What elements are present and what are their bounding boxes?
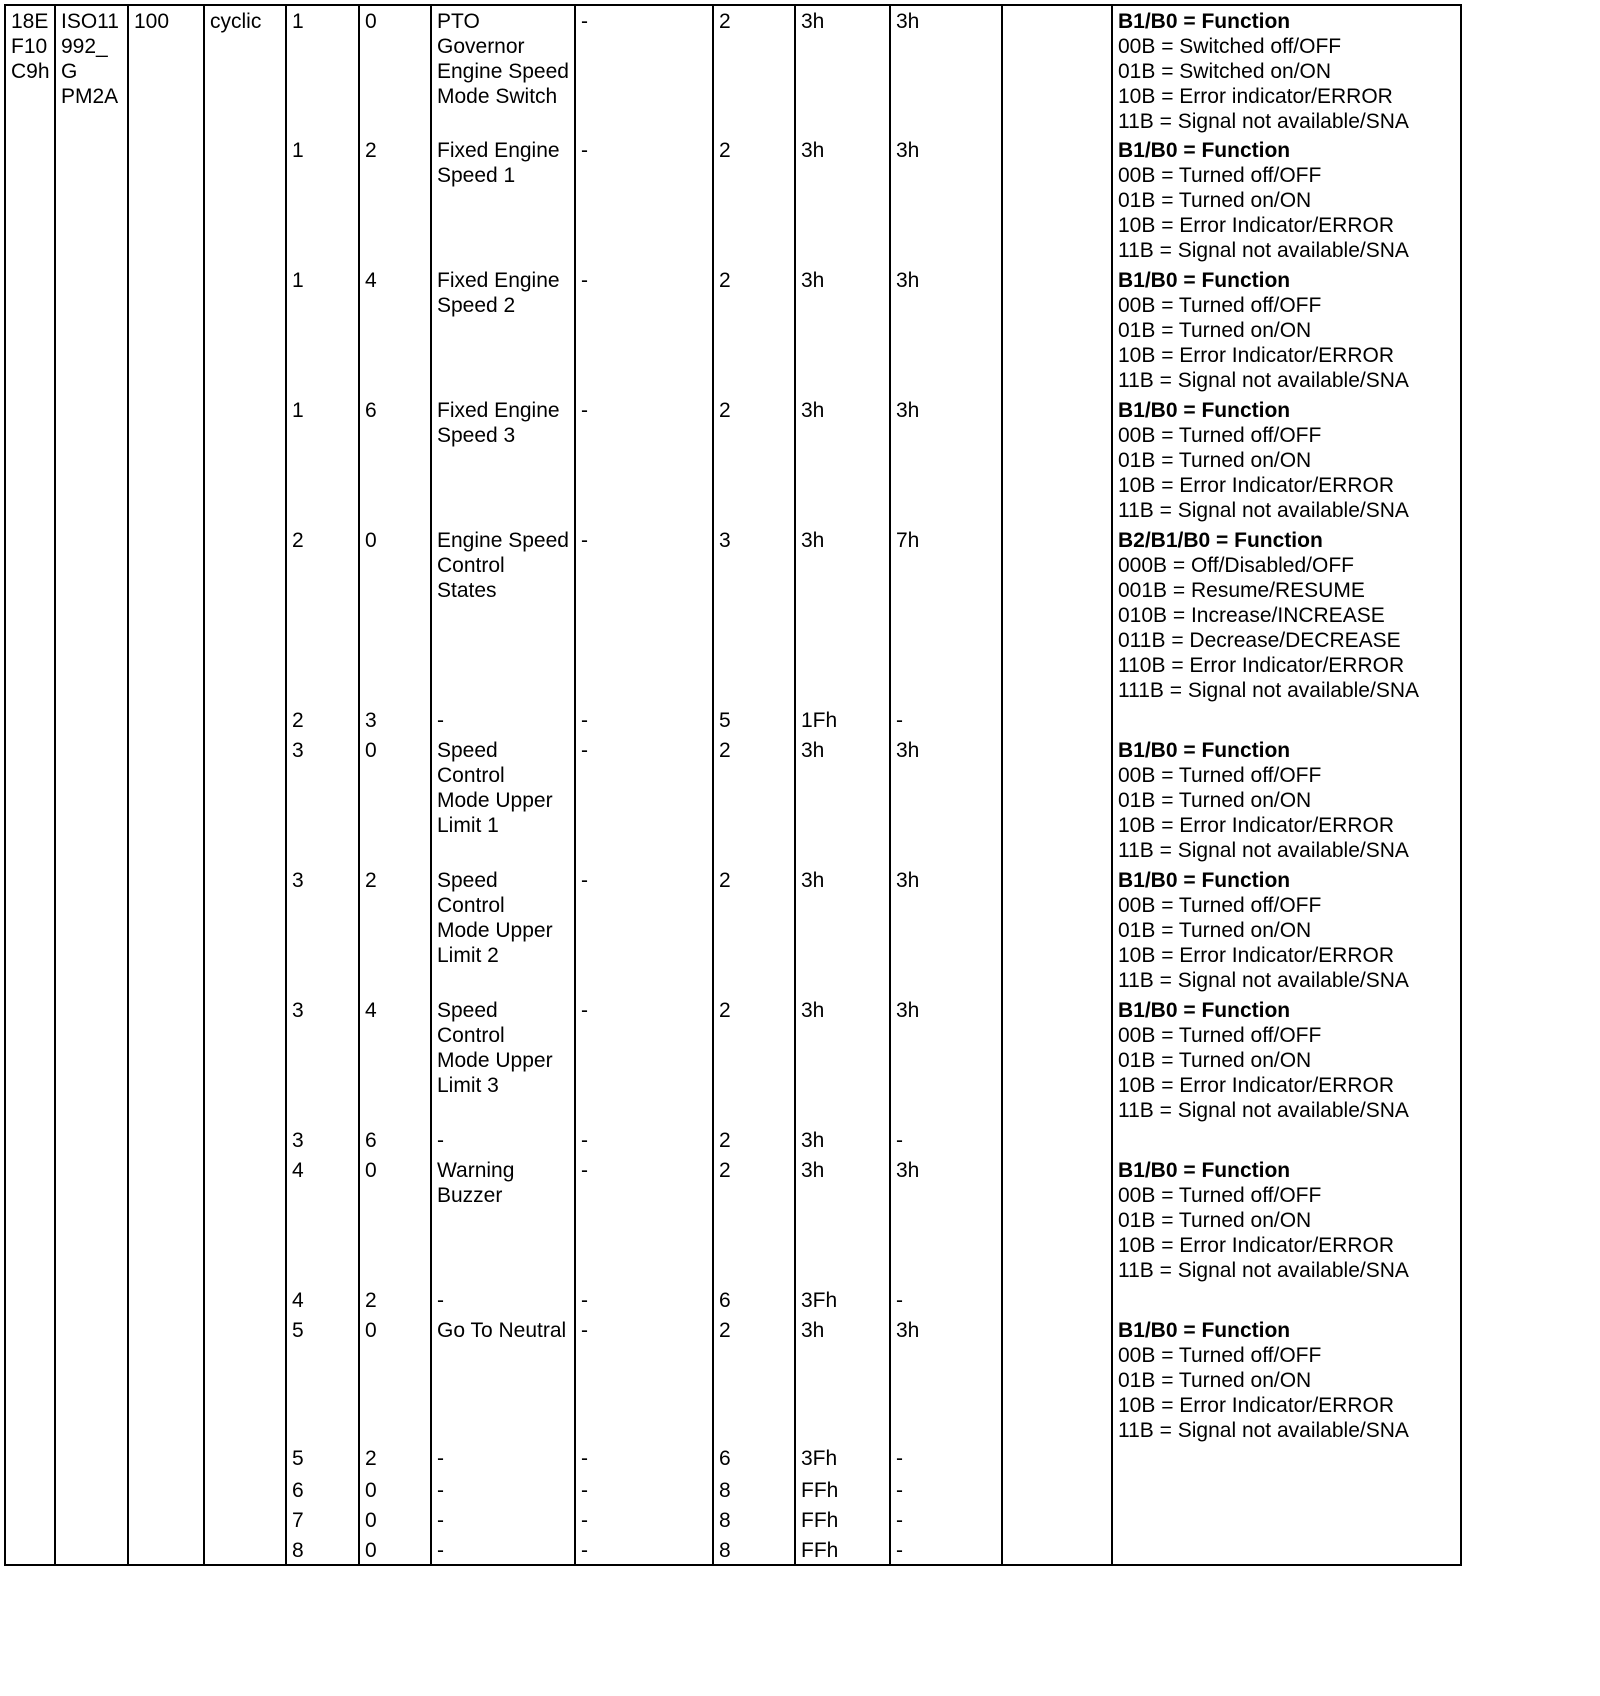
mask-cell: FFh — [795, 1475, 890, 1505]
empty-cell — [1002, 1505, 1112, 1535]
signal-name-cell-line: - — [437, 709, 444, 732]
bit-cell: 6 — [359, 395, 431, 525]
empty-cell — [1002, 865, 1112, 995]
signal-name-cell-line: Governor — [437, 35, 525, 58]
signal-name-cell — [431, 1475, 575, 1505]
signal-name-cell-line: Limit 2 — [437, 944, 499, 967]
bit-cell: 2 — [359, 1285, 431, 1315]
description-cell-line: B1/B0 = Function — [1118, 869, 1291, 892]
initial-value-cell: - — [890, 1535, 1002, 1565]
signal-table-body — [5, 5, 1461, 1565]
description-cell-line: 10B = Error Indicator/ERROR — [1118, 1074, 1395, 1097]
empty-cell — [1002, 735, 1112, 865]
signal-name-cell-line: Speed 1 — [437, 164, 516, 187]
bit-cell: 0 — [359, 1155, 431, 1285]
signal-name-cell — [431, 395, 575, 525]
description-cell-line: 01B = Turned on/ON — [1118, 319, 1312, 342]
signal-name-cell — [431, 1125, 575, 1155]
description-cell — [1112, 135, 1461, 265]
signal-name-cell-line: - — [437, 1129, 444, 1152]
mask-cell: 3h — [795, 865, 890, 995]
description-cell-line: 10B = Error Indicator/ERROR — [1118, 1234, 1395, 1257]
byte-cell: 1 — [286, 265, 359, 395]
signal-name-cell — [431, 995, 575, 1125]
mask-cell: 3h — [795, 395, 890, 525]
description-cell-line: 11B = Signal not available/SNA — [1118, 1419, 1409, 1442]
signal-name-cell-line: Engine Speed — [437, 60, 569, 83]
empty-cell — [1002, 1315, 1112, 1443]
description-cell-line: B1/B0 = Function — [1118, 739, 1291, 762]
description-cell-line: 11B = Signal not available/SNA — [1118, 1099, 1409, 1122]
mask-cell: 3h — [795, 1315, 890, 1443]
unit-cell: - — [575, 525, 713, 705]
description-cell-line: 11B = Signal not available/SNA — [1118, 110, 1409, 133]
description-cell-line: 00B = Turned off/OFF — [1118, 1344, 1322, 1367]
signal-name-cell-line: Speed Control — [437, 739, 505, 787]
empty-cell — [1002, 265, 1112, 395]
signal-name-cell — [431, 1285, 575, 1315]
description-cell-line: B1/B0 = Function — [1118, 10, 1291, 33]
unit-cell: - — [575, 995, 713, 1125]
table-row — [5, 5, 1461, 135]
bit-cell: 3 — [359, 705, 431, 735]
description-cell-line: 111B = Signal not available/SNA — [1118, 679, 1420, 702]
signal-name-cell — [431, 865, 575, 995]
mask-cell: 3Fh — [795, 1285, 890, 1315]
byte-cell: 3 — [286, 1125, 359, 1155]
signal-name-cell-line: Fixed Engine — [437, 139, 560, 162]
description-cell-line: 001B = Resume/RESUME — [1118, 579, 1365, 602]
signal-name-cell — [431, 735, 575, 865]
byte-cell: 7 — [286, 1505, 359, 1535]
initial-value-cell: 3h — [890, 1155, 1002, 1285]
description-cell — [1112, 1443, 1461, 1475]
description-cell-line: 10B = Error Indicator/ERROR — [1118, 214, 1395, 237]
description-cell-line: 00B = Turned off/OFF — [1118, 1024, 1322, 1047]
signal-name-cell — [431, 1155, 575, 1285]
initial-value-cell: 3h — [890, 995, 1002, 1125]
byte-cell: 8 — [286, 1535, 359, 1565]
length-cell: 3 — [713, 525, 795, 705]
length-cell: 2 — [713, 865, 795, 995]
signal-name-cell-line: Limit 1 — [437, 814, 499, 837]
description-cell — [1112, 1535, 1461, 1565]
description-cell-line: 00B = Turned off/OFF — [1118, 1184, 1322, 1207]
description-cell — [1112, 1285, 1461, 1315]
description-cell-line: 11B = Signal not available/SNA — [1118, 369, 1409, 392]
mask-cell: 1Fh — [795, 705, 890, 735]
signal-name-cell — [431, 1315, 575, 1443]
description-cell — [1112, 735, 1461, 865]
length-cell: 2 — [713, 995, 795, 1125]
signal-name-cell-line: Warning — [437, 1159, 515, 1182]
empty-cell — [1002, 1475, 1112, 1505]
bit-cell: 0 — [359, 5, 431, 135]
initial-value-cell: 3h — [890, 735, 1002, 865]
description-cell-line: 010B = Increase/INCREASE — [1118, 604, 1385, 627]
description-cell-line: 00B = Turned off/OFF — [1118, 764, 1322, 787]
byte-cell: 1 — [286, 395, 359, 525]
initial-value-cell: 3h — [890, 865, 1002, 995]
unit-cell: - — [575, 1125, 713, 1155]
mask-cell: 3h — [795, 135, 890, 265]
signal-name-cell — [431, 265, 575, 395]
length-cell: 5 — [713, 705, 795, 735]
unit-cell: - — [575, 705, 713, 735]
unit-cell: - — [575, 865, 713, 995]
description-cell-line: 00B = Turned off/OFF — [1118, 894, 1322, 917]
description-cell — [1112, 1475, 1461, 1505]
bit-cell: 2 — [359, 865, 431, 995]
signal-name-cell-line: Speed Control — [437, 869, 505, 917]
initial-value-cell: 3h — [890, 5, 1002, 135]
mask-cell: 3h — [795, 5, 890, 135]
can-id-cell — [5, 5, 55, 1565]
signal-name-cell — [431, 1535, 575, 1565]
empty-cell — [1002, 1443, 1112, 1475]
initial-value-cell: - — [890, 1505, 1002, 1535]
byte-cell: 1 — [286, 135, 359, 265]
description-cell-line: 000B = Off/Disabled/OFF — [1118, 554, 1354, 577]
length-cell: 2 — [713, 395, 795, 525]
signal-name-cell — [431, 705, 575, 735]
signal-name-cell-line: Mode Switch — [437, 85, 558, 108]
unit-cell: - — [575, 1315, 713, 1443]
signal-name-cell-line: - — [437, 1447, 444, 1470]
unit-cell: - — [575, 1475, 713, 1505]
empty-cell — [1002, 995, 1112, 1125]
description-cell-line: B1/B0 = Function — [1118, 139, 1291, 162]
description-cell-line: 01B = Turned on/ON — [1118, 1209, 1312, 1232]
cycle-time-cell: 100 — [128, 5, 204, 1565]
signal-name-cell-line: Fixed Engine — [437, 269, 560, 292]
bit-cell: 0 — [359, 1315, 431, 1443]
bit-cell: 0 — [359, 1505, 431, 1535]
empty-cell — [1002, 5, 1112, 135]
unit-cell: - — [575, 395, 713, 525]
description-cell-line: 10B = Error Indicator/ERROR — [1118, 344, 1395, 367]
unit-cell: - — [575, 135, 713, 265]
mask-cell: 3h — [795, 1125, 890, 1155]
unit-cell: - — [575, 1535, 713, 1565]
initial-value-cell: - — [890, 1475, 1002, 1505]
can-id-cell-line: F10 — [11, 35, 48, 58]
description-cell-line: 01B = Turned on/ON — [1118, 1369, 1312, 1392]
signal-name-cell-line: Speed 2 — [437, 294, 516, 317]
signal-name-cell-line: Limit 3 — [437, 1074, 499, 1097]
byte-cell: 4 — [286, 1155, 359, 1285]
description-cell — [1112, 525, 1461, 705]
signal-name-cell-line: Buzzer — [437, 1184, 503, 1207]
description-cell-line: 01B = Turned on/ON — [1118, 189, 1312, 212]
byte-cell: 3 — [286, 735, 359, 865]
description-cell-line: 01B = Turned on/ON — [1118, 919, 1312, 942]
length-cell: 2 — [713, 1155, 795, 1285]
signal-name-cell — [431, 525, 575, 705]
unit-cell: - — [575, 735, 713, 865]
signal-name-cell — [431, 1505, 575, 1535]
byte-cell: 5 — [286, 1315, 359, 1443]
can-id-cell-line: 18E — [11, 10, 49, 33]
description-cell-line: 01B = Turned on/ON — [1118, 1049, 1312, 1072]
message-name-cell-line: PM2A — [61, 85, 119, 108]
bit-cell: 0 — [359, 1475, 431, 1505]
description-cell — [1112, 265, 1461, 395]
description-cell-line: 10B = Error indicator/ERROR — [1118, 85, 1393, 108]
description-cell-line: B1/B0 = Function — [1118, 399, 1291, 422]
mask-cell: 3h — [795, 1155, 890, 1285]
description-cell-line: 00B = Switched off/OFF — [1118, 35, 1342, 58]
description-cell-line: 01B = Turned on/ON — [1118, 449, 1312, 472]
signal-name-cell-line: Speed 3 — [437, 424, 516, 447]
unit-cell: - — [575, 5, 713, 135]
mask-cell: 3h — [795, 995, 890, 1125]
empty-cell — [1002, 525, 1112, 705]
description-cell-line: 10B = Error Indicator/ERROR — [1118, 814, 1395, 837]
byte-cell: 5 — [286, 1443, 359, 1475]
bit-cell: 2 — [359, 1443, 431, 1475]
description-cell — [1112, 395, 1461, 525]
initial-value-cell: - — [890, 1125, 1002, 1155]
description-cell-line: 11B = Signal not available/SNA — [1118, 1259, 1409, 1282]
description-cell — [1112, 1155, 1461, 1285]
description-cell-line: 011B = Decrease/DECREASE — [1118, 629, 1401, 652]
description-cell — [1112, 995, 1461, 1125]
can-id-cell-line: C9h — [11, 60, 50, 83]
unit-cell: - — [575, 1505, 713, 1535]
byte-cell: 3 — [286, 995, 359, 1125]
unit-cell: - — [575, 1155, 713, 1285]
signal-name-cell-line: Speed Control — [437, 999, 505, 1047]
empty-cell — [1002, 135, 1112, 265]
length-cell: 2 — [713, 5, 795, 135]
description-cell-line: 10B = Error Indicator/ERROR — [1118, 1394, 1395, 1417]
description-cell-line: B2/B1/B0 = Function — [1118, 529, 1323, 552]
initial-value-cell: 3h — [890, 135, 1002, 265]
description-cell-line: B1/B0 = Function — [1118, 1159, 1291, 1182]
byte-cell: 6 — [286, 1475, 359, 1505]
mask-cell: 3h — [795, 265, 890, 395]
bit-cell: 4 — [359, 265, 431, 395]
description-cell-line: 11B = Signal not available/SNA — [1118, 499, 1409, 522]
description-cell-line: 11B = Signal not available/SNA — [1118, 839, 1409, 862]
initial-value-cell: - — [890, 705, 1002, 735]
description-cell-line: B1/B0 = Function — [1118, 999, 1291, 1022]
description-cell-line: 00B = Turned off/OFF — [1118, 164, 1322, 187]
description-cell — [1112, 865, 1461, 995]
mask-cell: 3h — [795, 525, 890, 705]
signal-name-cell-line: - — [437, 1539, 444, 1562]
unit-cell: - — [575, 265, 713, 395]
bit-cell: 6 — [359, 1125, 431, 1155]
empty-cell — [1002, 705, 1112, 735]
byte-cell: 3 — [286, 865, 359, 995]
description-cell — [1112, 5, 1461, 135]
signal-name-cell — [431, 135, 575, 265]
signal-name-cell-line: - — [437, 1289, 444, 1312]
signal-name-cell-line: Mode Upper — [437, 919, 553, 942]
initial-value-cell: 3h — [890, 1315, 1002, 1443]
bit-cell: 0 — [359, 1535, 431, 1565]
signal-name-cell-line: Engine Speed — [437, 529, 569, 552]
mask-cell: 3Fh — [795, 1443, 890, 1475]
initial-value-cell: 3h — [890, 395, 1002, 525]
length-cell: 2 — [713, 1315, 795, 1443]
byte-cell: 2 — [286, 525, 359, 705]
initial-value-cell: - — [890, 1443, 1002, 1475]
description-cell-line: 10B = Error Indicator/ERROR — [1118, 474, 1395, 497]
signal-name-cell-line: PTO — [437, 10, 480, 33]
signal-name-cell-line: - — [437, 1509, 444, 1532]
description-cell-line: 11B = Signal not available/SNA — [1118, 969, 1409, 992]
byte-cell: 4 — [286, 1285, 359, 1315]
initial-value-cell: - — [890, 1285, 1002, 1315]
bit-cell: 4 — [359, 995, 431, 1125]
initial-value-cell: 3h — [890, 265, 1002, 395]
length-cell: 2 — [713, 1125, 795, 1155]
length-cell: 6 — [713, 1285, 795, 1315]
description-cell-line: 01B = Switched on/ON — [1118, 60, 1332, 83]
mask-cell: 3h — [795, 735, 890, 865]
signal-name-cell-line: Control States — [437, 554, 505, 602]
message-name-cell-line: 992_G — [61, 35, 108, 83]
description-cell-line: B1/B0 = Function — [1118, 269, 1291, 292]
byte-cell: 2 — [286, 705, 359, 735]
length-cell: 2 — [713, 265, 795, 395]
signal-name-cell — [431, 5, 575, 135]
length-cell: 8 — [713, 1535, 795, 1565]
signal-name-cell — [431, 1443, 575, 1475]
unit-cell: - — [575, 1443, 713, 1475]
description-cell-line: 01B = Turned on/ON — [1118, 789, 1312, 812]
signal-table — [4, 4, 1462, 1566]
description-cell — [1112, 1315, 1461, 1443]
description-cell-line: 110B = Error Indicator/ERROR — [1118, 654, 1405, 677]
signal-name-cell-line: Mode Upper — [437, 789, 553, 812]
byte-cell: 1 — [286, 5, 359, 135]
bit-cell: 0 — [359, 525, 431, 705]
length-cell: 8 — [713, 1505, 795, 1535]
description-cell-line: B1/B0 = Function — [1118, 1319, 1291, 1342]
description-cell — [1112, 1125, 1461, 1155]
signal-name-cell-line: - — [437, 1479, 444, 1502]
bit-cell: 0 — [359, 735, 431, 865]
length-cell: 8 — [713, 1475, 795, 1505]
description-cell — [1112, 1505, 1461, 1535]
length-cell: 6 — [713, 1443, 795, 1475]
description-cell — [1112, 705, 1461, 735]
signal-name-cell-line: Fixed Engine — [437, 399, 560, 422]
length-cell: 2 — [713, 135, 795, 265]
signal-name-cell-line: Mode Upper — [437, 1049, 553, 1072]
send-type-cell: cyclic — [204, 5, 286, 1565]
length-cell: 2 — [713, 735, 795, 865]
message-name-cell — [55, 5, 128, 1565]
initial-value-cell: 7h — [890, 525, 1002, 705]
mask-cell: FFh — [795, 1535, 890, 1565]
description-cell-line: 11B = Signal not available/SNA — [1118, 239, 1409, 262]
mask-cell: FFh — [795, 1505, 890, 1535]
empty-cell — [1002, 1285, 1112, 1315]
bit-cell: 2 — [359, 135, 431, 265]
empty-cell — [1002, 1535, 1112, 1565]
unit-cell: - — [575, 1285, 713, 1315]
description-cell-line: 00B = Turned off/OFF — [1118, 294, 1322, 317]
description-cell-line: 10B = Error Indicator/ERROR — [1118, 944, 1395, 967]
signal-name-cell-line: Go To Neutral — [437, 1319, 567, 1342]
empty-cell — [1002, 395, 1112, 525]
empty-cell — [1002, 1125, 1112, 1155]
description-cell-line: 00B = Turned off/OFF — [1118, 424, 1322, 447]
empty-cell — [1002, 1155, 1112, 1285]
message-name-cell-line: ISO11 — [61, 10, 119, 33]
